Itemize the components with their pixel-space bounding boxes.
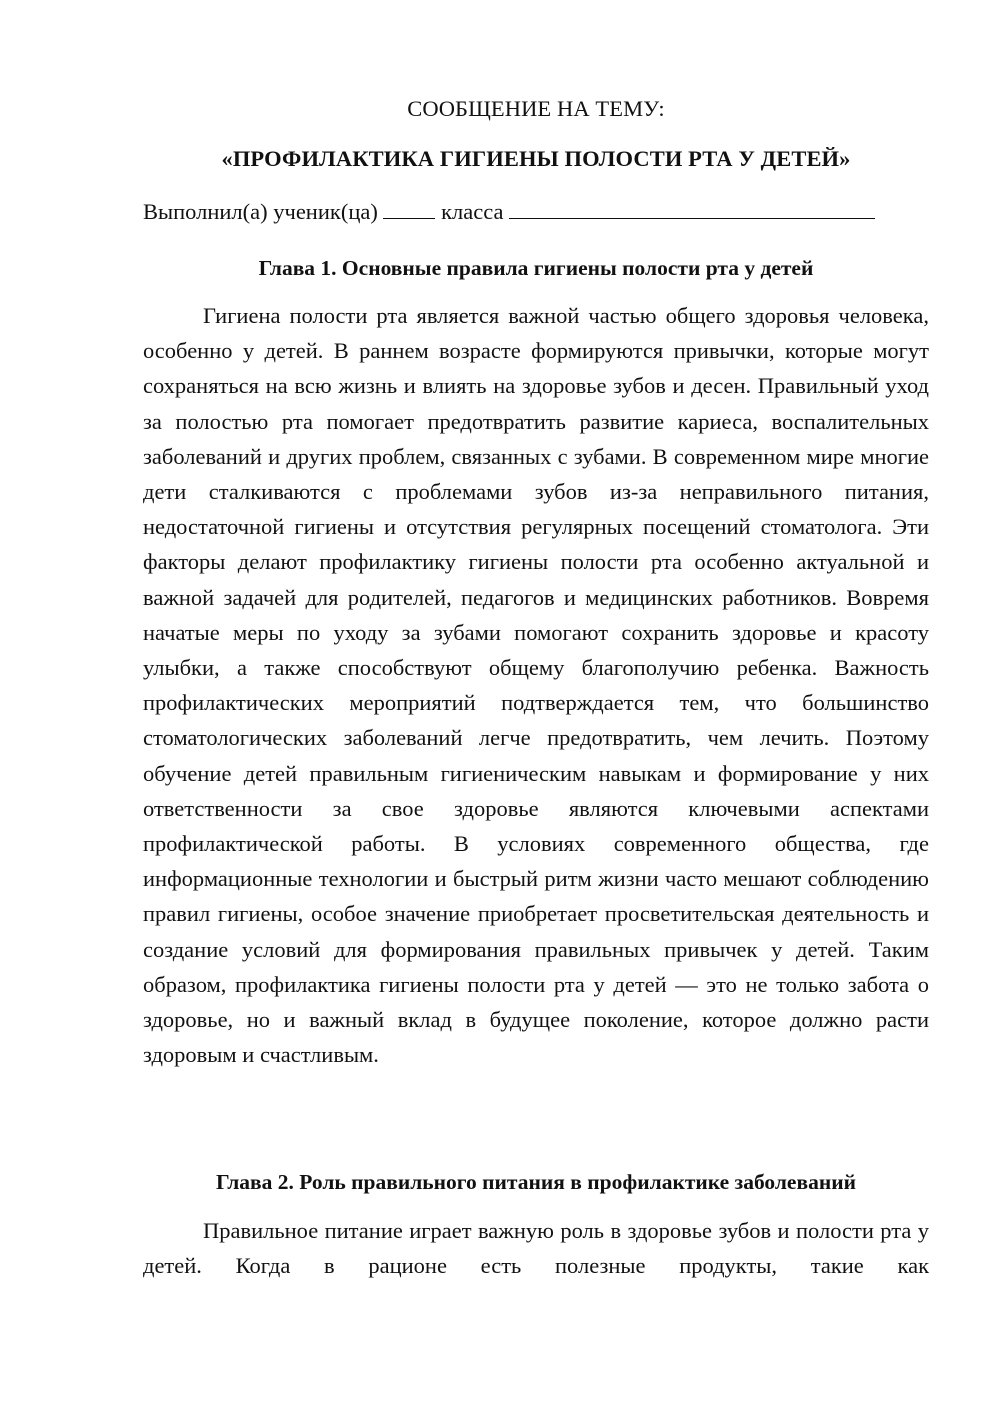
chapter-2-title: Глава 2. Роль правильного питания в профилактике заболеваний <box>215 1170 857 1194</box>
chapter-1-text: Гигиена полости рта является важной частью общего здоровья человека, особенно у детей. В раннем возрасте формируются привычки, которые могут сохраняться на всю жизнь и влиять на здоровье зубов и десен. Правильный уход за полостью рта помогает предотвратить развитие кариеса, воспалительных заболеваний и других проблем, связанных с зубами. В современном мире многие дети сталкиваются с проблемами зубов из-за неправильного питания, недостаточной гигиены и отсутствия регулярных посещений стоматолога. Эти факторы делают профилактику гигиены полости рта особенно актуальной и важной задачей для родителей, педагогов и медицинских работников. Вовремя начатые меры по уходу за зубами помогают сохранить здоровье и красоту улыбки, а также способствуют общему благополучию ребенка. Важность профилактических мероприятий подтверждается тем, что большинство стоматологических заболеваний легче предотвратить, чем лечить. Поэтому обучение детей правильным гигиеническим навыкам и формирование у них ответственности за свое здоровье являются ключевыми аспектами профилактической работы. В условиях современного общества, где информационные технологии и быстрый ритм жизни часто мешают соблюдению правил гигиены, особое значение приобретает просветительская деятельность и создание условий для формирования правильных привычек у детей. Таким образом, профилактика гигиены полости рта у детей — это не только забота о здоровье, но и важный вклад в будущее поколение, которое должно расти здоровым и счастливым. <box>143 303 929 1068</box>
document-kind: СООБЩЕНИЕ НА ТЕМУ: <box>407 96 665 121</box>
document-title: «ПРОФИЛАКТИКА ГИГИЕНЫ ПОЛОСТИ РТА У ДЕТЕЙ» <box>221 146 851 171</box>
class-blank <box>509 201 875 219</box>
student-name-blank <box>383 201 435 219</box>
student-prefix: Выполнил(а) ученик(ца) <box>143 199 378 224</box>
student-line <box>143 198 929 226</box>
chapter-1-title: Глава 1. Основные правила гигиены полости рта у детей <box>258 256 814 280</box>
chapter-2-text: Правильное питание играет важную роль в здоровье зубов и полости рта у детей. Когда в рационе есть полезные продукты, такие как <box>143 1218 929 1279</box>
class-label: класса <box>441 199 504 224</box>
